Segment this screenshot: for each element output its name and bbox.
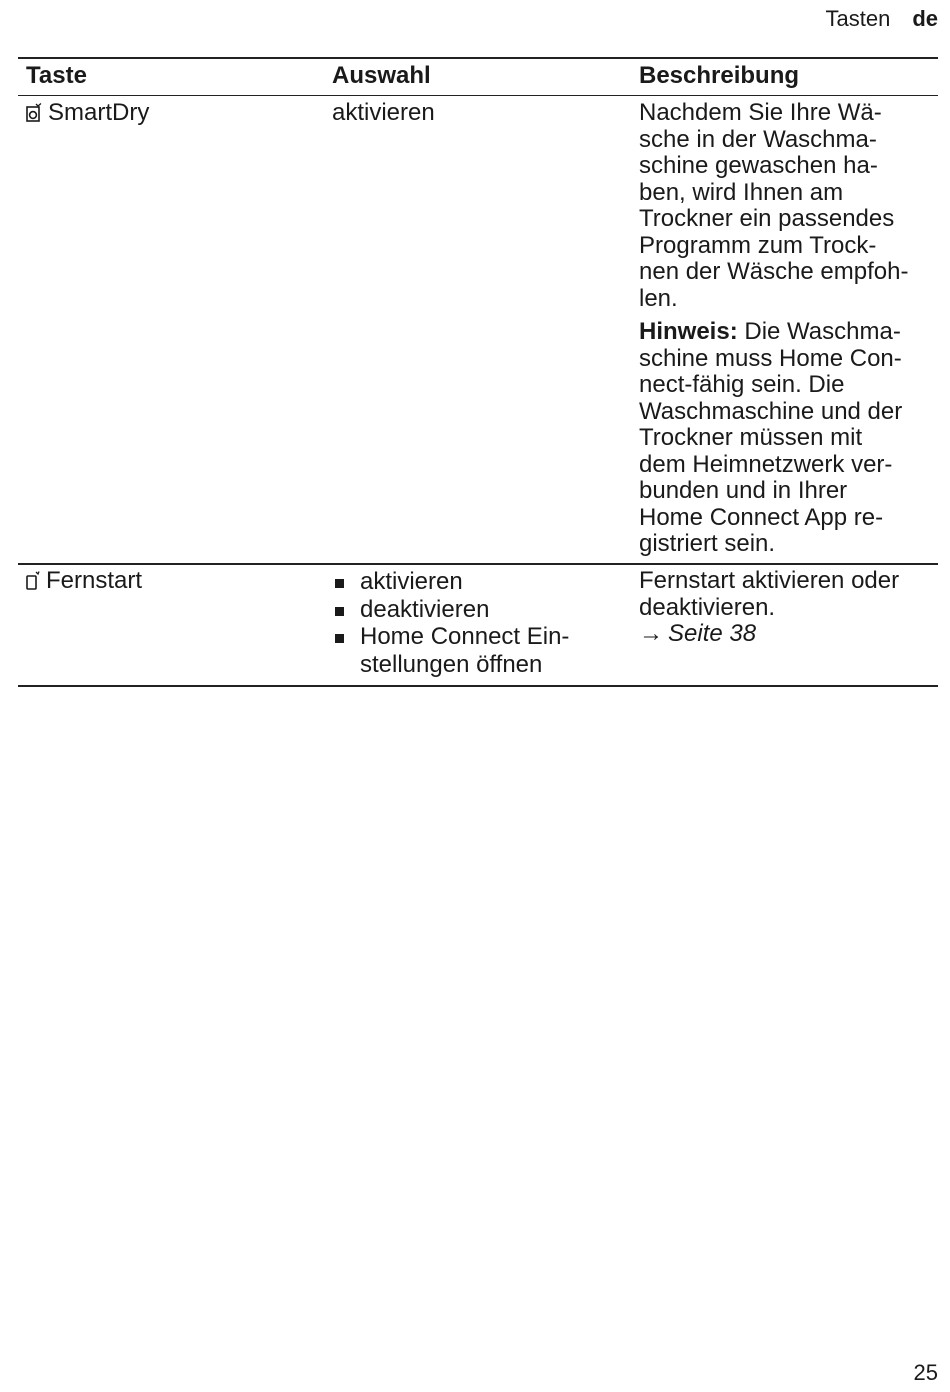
page-number: 25: [913, 1360, 938, 1385]
key-cell: [18, 568, 325, 685]
column-header-auswahl: Auswahl: [332, 62, 431, 89]
note-text: [639, 319, 938, 558]
selection-cell: aktivieren: [332, 99, 435, 126]
section-title: Tasten: [825, 6, 891, 31]
text-line: Nachdem Sie Ihre Wä-: [639, 99, 882, 126]
description-cell: [632, 100, 938, 563]
text-line: nen der Wäsche empfoh-: [639, 258, 909, 285]
text-line: len.: [639, 284, 678, 312]
text-line: schine muss Home Con-: [639, 344, 902, 372]
keys-table: [18, 57, 938, 687]
text-line: Programm zum Trock-: [639, 231, 877, 259]
key-cell: [18, 100, 325, 563]
options-cell: [325, 568, 632, 685]
column-header-beschreibung: Beschreibung: [639, 62, 800, 89]
text-line: gistriert sein.: [639, 530, 776, 557]
text-line: schine gewaschen ha-: [639, 152, 878, 179]
text-line: bunden und in Ihrer: [639, 477, 848, 504]
text-line: Trockner ein passendes: [639, 205, 895, 232]
text-line: [639, 319, 938, 346]
list-item: Home Connect Ein- stellungen öffnen: [332, 623, 632, 678]
list-item: aktivieren: [332, 568, 632, 596]
list-item: deaktivieren: [332, 596, 632, 624]
smartdry-icon: [26, 103, 42, 130]
text-line: deaktivieren.: [639, 593, 776, 621]
table-row: [18, 565, 938, 687]
note-line-start: Die Waschma-: [737, 318, 901, 345]
key-name: SmartDry: [48, 99, 150, 126]
column-header-taste: Taste: [26, 62, 87, 89]
text-line: Fernstart aktivieren oder: [639, 567, 900, 594]
description-text: [639, 100, 938, 312]
page-header: [825, 6, 938, 32]
key-name: Fernstart: [46, 567, 143, 594]
text-line: dem Heimnetzwerk ver-: [639, 450, 893, 478]
description-cell: [632, 568, 938, 685]
language-code: de: [912, 6, 938, 31]
text-line: Waschmaschine und der: [639, 397, 903, 425]
text-line: nect-fähig sein. Die: [639, 371, 845, 398]
text-line: Home Connect App re-: [639, 503, 884, 531]
page-reference[interactable]: [639, 621, 938, 648]
note-label: Hinweis:: [639, 318, 738, 345]
text-line: ben, wird Ihnen am: [639, 178, 844, 206]
page-reference-text[interactable]: Seite 38: [668, 620, 757, 647]
fernstart-icon: [26, 571, 40, 598]
table-row: [18, 96, 938, 565]
text-line: Trockner müssen mit: [639, 424, 863, 451]
table-header-row: [18, 57, 938, 96]
text-line: sche in der Waschma-: [639, 125, 877, 153]
arrow-right-icon: →: [639, 620, 663, 647]
options-list: [332, 568, 632, 678]
